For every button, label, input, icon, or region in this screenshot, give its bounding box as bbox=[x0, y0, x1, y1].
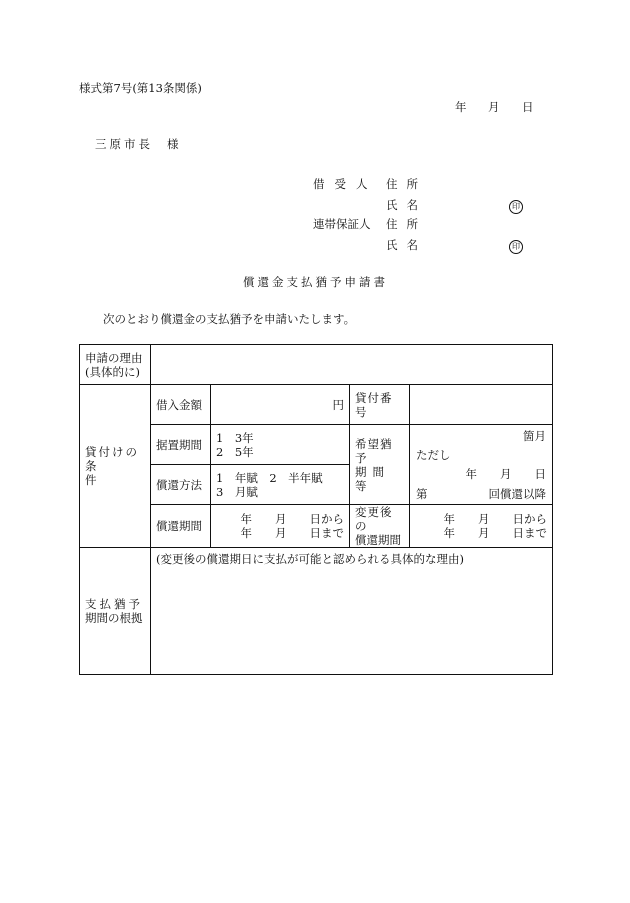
borrower-name-label: 氏名 bbox=[386, 198, 427, 212]
desired-period-field[interactable] bbox=[410, 425, 553, 505]
repayment-period-label: 償還期間 bbox=[151, 505, 211, 548]
yen-unit: 円 bbox=[332, 397, 344, 412]
grace-period-row bbox=[80, 425, 553, 465]
borrower-address-label: 住所 bbox=[386, 177, 427, 191]
repayment-period-field[interactable] bbox=[211, 505, 350, 548]
guarantor-address-label: 住所 bbox=[386, 217, 427, 231]
form-number: 様式第7号(第13条関係) bbox=[79, 81, 202, 95]
basis-note: (変更後の償還期日に支払が可能と認められる具体的な理由) bbox=[156, 552, 464, 566]
loan-conditions-label-2: 件 bbox=[85, 473, 97, 487]
desired-date: 年 月 日 bbox=[465, 466, 546, 481]
seal-icon: 印 bbox=[509, 200, 523, 214]
method-option-2[interactable]: 3 月賦 bbox=[216, 484, 258, 499]
repayment-method-label: 償還方法 bbox=[151, 465, 211, 505]
addressee-suffix: 様 bbox=[167, 137, 179, 151]
loan-number-label: 貸付番号 bbox=[350, 385, 410, 425]
loan-amount-label: 借入金額 bbox=[151, 385, 211, 425]
basis-label-cell bbox=[80, 548, 151, 675]
loan-conditions-label-cell bbox=[80, 385, 151, 548]
reason-row bbox=[80, 345, 553, 385]
dai-label: 第 bbox=[416, 486, 428, 501]
loan-amount-row bbox=[80, 385, 553, 425]
reason-label-2: (具体的に) bbox=[85, 364, 140, 379]
date-month-label: 月 bbox=[488, 100, 500, 114]
changed-to: 年 月 日まで bbox=[443, 526, 547, 540]
desired-period-label-2: 期間等 bbox=[355, 464, 390, 493]
basis-row bbox=[80, 548, 553, 675]
changed-period-label-cell bbox=[350, 505, 410, 548]
date-day-label: 日 bbox=[522, 100, 534, 114]
period-to: 年 月 日まで bbox=[240, 526, 344, 540]
repayment-period-row bbox=[80, 505, 553, 548]
from-installment-label: 回償還以降 bbox=[488, 486, 546, 501]
basis-field[interactable] bbox=[151, 548, 553, 675]
document-title: 償還金支払猶予申請書 bbox=[243, 275, 388, 289]
period-from: 年 月 日から bbox=[240, 512, 344, 526]
loan-amount-field[interactable] bbox=[211, 385, 350, 425]
borrower-label: 借受人 bbox=[313, 177, 378, 191]
intro-text: 次のとおり償還金の支払猶予を申請いたします。 bbox=[103, 312, 356, 326]
loan-number-field[interactable] bbox=[410, 385, 553, 425]
grace-option-2[interactable]: 2 5年 bbox=[216, 444, 254, 459]
guarantor-name-label: 氏名 bbox=[386, 238, 427, 252]
months-unit: 箇月 bbox=[523, 428, 546, 443]
seal-icon: 印 bbox=[509, 240, 523, 254]
application-table bbox=[79, 344, 553, 675]
method-option-1[interactable]: 1 年賦 2 半年賦 bbox=[216, 470, 323, 485]
guarantor-seal bbox=[509, 238, 523, 254]
basis-label-1: 支払猶予 bbox=[85, 597, 143, 611]
basis-label-2: 期間の根拠 bbox=[85, 611, 143, 625]
reason-field[interactable] bbox=[151, 345, 553, 385]
changed-period-label-2: 償還期間 bbox=[355, 533, 401, 547]
grace-option-1[interactable]: 1 3年 bbox=[216, 430, 254, 445]
installment-line bbox=[416, 487, 546, 501]
guarantor-label: 連帯保証人 bbox=[313, 217, 371, 231]
tadashi-label: ただし bbox=[416, 447, 451, 462]
repayment-method-options[interactable] bbox=[211, 465, 350, 505]
desired-period-label-1: 希望猶予 bbox=[355, 436, 393, 465]
desired-period-label-cell bbox=[350, 425, 410, 505]
grace-period-options[interactable] bbox=[211, 425, 350, 465]
changed-period-field[interactable] bbox=[410, 505, 553, 548]
borrower-seal bbox=[509, 198, 523, 214]
reason-label-1: 申請の理由 bbox=[85, 350, 143, 365]
changed-period-label-1: 変更後の bbox=[355, 505, 393, 533]
changed-from: 年 月 日から bbox=[443, 512, 547, 526]
date-year-label: 年 bbox=[455, 100, 467, 114]
addressee: 三原市長 bbox=[95, 137, 153, 151]
grace-period-label: 据置期間 bbox=[151, 425, 211, 465]
reason-label-cell bbox=[80, 345, 151, 385]
loan-conditions-label-1: 貸付けの条 bbox=[85, 445, 139, 473]
